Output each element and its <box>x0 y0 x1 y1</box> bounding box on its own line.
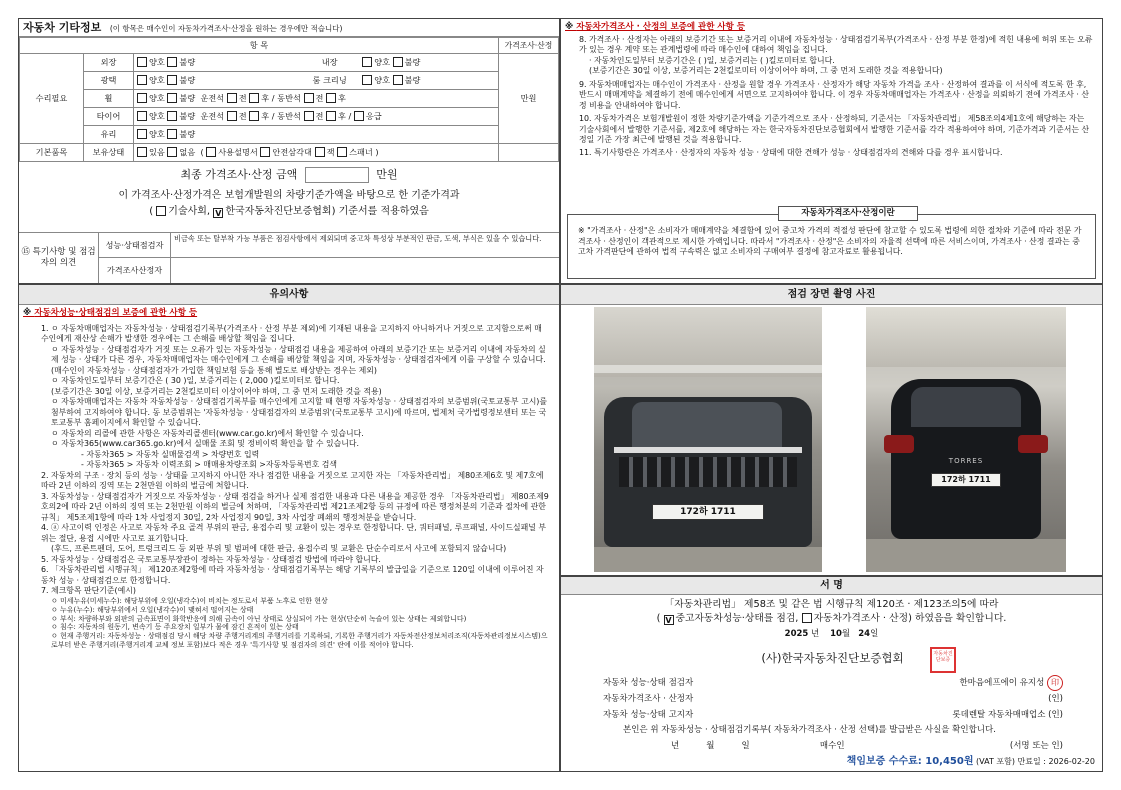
caution-para: 6. 「자동차관리법 시행규칙」 제120조제2항에 따라 자동차성능 · 상태점검기록부는 해당 기록부의 발급일을 기준으로 120일 이내에 이루어진 자동차 성능 · 상태점검으로 한정합니다. <box>41 565 544 585</box>
price-unit: 만원 <box>499 54 559 144</box>
checkbox[interactable] <box>362 57 372 67</box>
checkbox[interactable] <box>393 75 403 85</box>
row-label: 내장 <box>321 57 338 68</box>
fee-row <box>561 756 1101 769</box>
signature-panel <box>560 576 1103 772</box>
checkbox[interactable] <box>326 93 336 103</box>
checkbox[interactable] <box>137 129 147 139</box>
caution-body <box>19 322 559 651</box>
caution-sub: ㅇ 미세누유(미세누수): 해당부위에 오일(냉각수)이 비치는 정도로서 부품 노후로 인한 현상 <box>51 596 328 605</box>
checkbox[interactable] <box>227 111 237 121</box>
checkbox[interactable]: V <box>215 208 222 218</box>
caution-sub: ㅇ 침수: 자동차의 원동기, 변속기 등 주요장치 일부가 물에 잠긴 흔적이 있는 상태 <box>51 623 299 632</box>
caution-para: - 자동차365 > 자동차 이력조회 > 매매용차량조회 >자동차등록번호 검색 <box>81 460 337 470</box>
buyer-row: 년 월 일 매수인 (서명 또는 인) <box>671 741 1063 751</box>
final-price-line1: 이 가격조사·산정가격은 보험개발원의 차량기준가액을 바탕으로 한 기준가격과 <box>118 190 460 201</box>
warranty-title: ※ 자동차가격조사 · 산정의 보증에 관한 사항 등 <box>565 22 746 32</box>
row-label: 광택 <box>84 72 134 90</box>
col-price: 가격조사·산정 <box>499 38 559 54</box>
caution-para: - 자동차365 > 자동차 실매물검색 > 차량번호 입력 <box>81 449 260 459</box>
checkbox[interactable] <box>137 147 147 157</box>
signature-org: (사)한국자동차진단보증협회 <box>761 651 904 665</box>
caution-sub: ㅇ 부식: 차량하부와 외판의 금속표면이 화학반응에 의해 금속이 아닌 상태로 상실되어 가는 현상(단순히 녹슬어 있는 상태는 제외합니다) <box>51 614 467 623</box>
checkbox[interactable] <box>167 147 177 157</box>
caution-para: (보증기간은 30일 이상, 보증거리는 2천킬로미터 이상이어야 하며, 그 중 먼저 도래한 것을 적용) <box>51 386 382 396</box>
etc-info-panel <box>18 18 560 284</box>
row-options: 양호 불량 운전석 전 후 / 동반석 전 후 <box>134 90 499 108</box>
basic-label: 기본품목 <box>20 144 84 162</box>
front-plate: 172하 1711 <box>652 504 764 520</box>
caution-para: ㅇ 자동차의 리콜에 관한 사항은 자동차리콜센터(www.car.go.kr)에서 확인할 수 있습니다. <box>51 428 364 438</box>
warranty-item: (보증기간은 30일 이상, 보증거리는 2천킬로미터 이상이어야 하며, 그 중 먼저 도래한 것을 적용합니다) <box>589 66 943 76</box>
checkbox[interactable] <box>260 147 270 157</box>
buyer-mark: (서명 또는 인) <box>1009 741 1063 751</box>
caution-panel <box>18 284 560 772</box>
caution-para: 1. ㅇ 자동차매매업자는 자동차성능 · 상태점검기록부(가격조사 · 산정 부분 제외)에 기재된 내용을 고지하지 아니하거나 거짓으로 고지함으로써 매수인에게 재산상 손해가 발생한 경우에는 그 손해를 배상할 책임을 집니다. <box>41 323 542 344</box>
signature-date: 2025 년 10월 24일 <box>784 629 879 640</box>
col-item: 항 목 <box>20 38 499 54</box>
row-label: 보유상태 <box>84 144 134 162</box>
signer-row: 자동차 성능·상태 점검자 한마음에프에이 유지성 印 <box>603 675 1063 691</box>
checkbox[interactable] <box>156 206 166 216</box>
row-options: 있음 없음 ( 사용설명서 안전삼각대 잭 스패너 ) <box>134 144 499 162</box>
row-label: 외장 <box>84 54 134 72</box>
special-label: ⑮ 특기사항 및 점검자의 의견 <box>19 233 99 283</box>
checkbox[interactable] <box>326 111 336 121</box>
warranty-item: 9. 자동차매매업자는 매수인이 가격조사 · 산정을 원할 경우 가격조사 · 산정자가 해당 자동차 가격을 조사 · 산정하여 결과를 이 서식에 적도록 한 후, 반드시 매매계약을 체결하기 전에 매수인에게 서면으로 고지하여야 합니다. 이 경우 자동차매매업자는 가격조사 · 산정을 의뢰하기 전에 가격조사 · 산정 비용을 안내하여야 합니다. <box>579 79 1090 110</box>
perf-text: 비금속 또는 탈부착 가능 부품은 점검사항에서 제외되며 중고차 특성상 부분적인 판금, 도색, 부식은 있을 수 있습니다. <box>171 233 559 258</box>
receive-confirm: 본인은 위 자동차성능 · 상태점검기록부( 자동차가격조사 · 산정 선택)를 발급받은 사실을 확인합니다. <box>623 725 996 735</box>
definition-text: ※ "가격조사 · 산정"은 소비자가 매매계약을 체결함에 있어 중고차 가격의 적절성 판단에 참고할 수 있도록 법령에 의한 절차와 기준에 따라 전문 가격조사 · 산정인이 객관적으로 제시한 가액입니다. 따라서 "가격조사 · 산정"은 소비자의 자율적 선택에 따른 서비스이며, 가격조사 · 산정 결과는 중고차 가격판단에 관하여 법적 구속력은 없고 소비자의 구매여부 결정에 참고자료로 활용됩니다. <box>578 226 1082 256</box>
signer-rows <box>603 675 1063 723</box>
final-price-label: 최종 가격조사·산정 금액 <box>180 168 298 181</box>
caution-para: 4. ⓐ 사고이력 인정은 사고로 자동차 주요 골격 부위의 판금, 용접수리 및 교환이 있는 경우로 한정합니다. 단, 쿼터패널, 루프패널, 사이드실패널 부위는 절단, 용접 시에만 사고로 표기합니다. <box>41 523 546 543</box>
etc-info-table <box>19 37 559 162</box>
row-options: 양호 불량 내장 양호 불량 <box>134 54 499 72</box>
checkbox[interactable]: V <box>665 616 672 626</box>
etc-info-titlebar <box>19 19 559 37</box>
fee-label: 책임보증 수수료: 10,450원 <box>846 756 974 767</box>
etc-info-title: 자동차 기타정보 <box>23 21 102 34</box>
org-seal: 자동차진단보증 <box>930 647 956 673</box>
checkbox[interactable] <box>167 75 177 85</box>
checkbox[interactable] <box>137 111 147 121</box>
front-car-photo <box>594 307 822 572</box>
warranty-panel <box>560 18 1103 284</box>
checkbox[interactable] <box>206 147 216 157</box>
warranty-item: 11. 특기사항란은 가격조사 · 산정자의 자동차 성능 · 상태에 대한 견해가 성능 · 상태점검자의 견해와 다를 경우 표시합니다. <box>579 147 1003 157</box>
checkbox[interactable] <box>249 111 259 121</box>
rear-plate: 172하 1711 <box>931 473 1001 487</box>
checkbox[interactable] <box>137 93 147 103</box>
photo-header: 점검 장면 촬영 사진 <box>561 285 1102 305</box>
caution-sub: ㅇ 누유(누수): 해당부위에서 오일(냉각수)이 맺혀서 떨어지는 상태 <box>51 605 254 614</box>
row-label: 타이어 <box>84 108 134 126</box>
signer-row: 자동차가격조사 · 산정자 (인) <box>603 694 1063 704</box>
signature-header: 서 명 <box>561 577 1102 595</box>
rear-badge: TORRES <box>948 457 984 465</box>
checkbox[interactable] <box>167 111 177 121</box>
warranty-item: · 자동차인도일부터 보증기간은 ( )일, 보증거리는 ( )킬로미터로 합니다. <box>589 55 835 65</box>
caution-para: ㅇ 자동차365(www.car365.go.kr)에서 실매물 조회 및 정비이력 확인을 할 수 있습니다. <box>51 439 360 449</box>
checkbox[interactable] <box>227 93 237 103</box>
checkbox[interactable] <box>304 93 314 103</box>
caution-para: 3. 자동차성능 · 상태점검자가 거짓으로 자동차성능 · 상태 점검을 하거나 실제 점검한 내용과 다른 내용을 제공한 경우 「자동차관리법」 제80조제9호의2에 따라 2년 이하의 징역 또는 2천만원 이하의 벌금에 처하며, 「자동차관리법 제21조제2항 등의 규정에 따른 행정처분의 기준과 절차에 관한 규칙」 제5조제1항에 따라 1차 사업정지 30일, 2차 사업정지 90일, 3차 사업장 폐쇄의 행정처분을 받습니다. <box>41 491 549 522</box>
caution-header: 유의사항 <box>19 285 559 305</box>
row-label: 유리 <box>84 126 134 144</box>
caution-para: 7. 체크항목 판단기준(예시) <box>41 586 136 596</box>
checkbox[interactable] <box>304 111 314 121</box>
warranty-items <box>561 35 1102 159</box>
price-label: 가격조사산정자 <box>99 258 171 283</box>
checkbox[interactable] <box>802 613 812 623</box>
caution-para: ㅇ 자동차매매업자는 자동차 자동차성능 · 상태점검기록부를 매수인에게 고지할 때 현행 자동차성능 · 상태점검자의 보증범위(국토교통부 고시)를 첨부하여 고지하여야 합니다. 동 보증범위는 '자동차성능 · 상태점검자의 보증범위'(국토교통부 고시)에 따르며, 법제처 국가법령정보센터 또는 국토교통부 홈페이지에서 확인할 수 있습니다. <box>51 397 548 428</box>
caution-para: 5. 자동차성능 · 상태점검은 국토교통부장관이 정하는 자동차성능 · 상태점검 방법에 따라야 합니다. <box>41 554 381 564</box>
repair-label: 수리필요 <box>20 54 84 144</box>
row-options: 양호 불량 운전석 전 후 / 동반석 전 후 / 응급 <box>134 108 499 126</box>
final-price-block <box>19 163 559 233</box>
photo-panel <box>560 284 1103 576</box>
checkbox[interactable] <box>393 57 403 67</box>
signature-line1: 「자동차관리법」 제58조 및 같은 법 시행규칙 제120조 · 제123조의5에 따라 <box>664 599 999 610</box>
etc-info-subtitle: (이 항목은 매수인이 자동차가격조사·산정을 원하는 경우에만 적습니다) <box>109 24 343 33</box>
warranty-item: 10. 자동차가격은 보험개발원이 정한 차량기준가액을 기준가격으로 조사 · 산정하되, 기준서는 「자동차관리법」 제58조의4제1호에 해당하는 자는 기술사회에서 발행한 기준서를, 제2호에 해당하는 자는 한국자동차진단보증협회에서 발행한 기준서를 각각 적용하여야 하며, 기준가격과 기준서는 산정일 기준 가장 최근에 발행된 것을 적용합니다. <box>579 114 1090 145</box>
caution-sub-list <box>41 597 549 651</box>
checkbox[interactable] <box>354 111 364 121</box>
definition-title: 자동차가격조사·산정이란 <box>778 206 918 221</box>
checkbox[interactable] <box>249 93 259 103</box>
row-options: 양호 불량 룸 크리닝 양호 불량 <box>134 72 499 90</box>
final-price-line2: ( 기술사회, V 한국자동차진단보증협회) 기준서를 적용하였음 <box>149 205 429 218</box>
checkbox[interactable] <box>137 57 147 67</box>
definition-box <box>567 208 1096 279</box>
signer-row: 자동차 성능·상태 고지자 롯데렌탈 자동차매매업소 (인) <box>603 710 1063 720</box>
warranty-item: 8. 가격조사 · 산정자는 아래의 보증기간 또는 보증거리 이내에 자동차성능 · 상태점검기록부(가격조사 · 산정 부분 한정)에 적힌 내용에 허위 또는 오류가 있는 경우 계약 또는 관계법령에 따라 매수인에 대하여 책임을 집니다. <box>579 34 1093 55</box>
final-price-input[interactable] <box>305 167 369 183</box>
checkbox[interactable] <box>167 93 177 103</box>
rear-car-photo <box>866 307 1066 572</box>
final-price-unit: 만원 <box>376 168 398 181</box>
perf-label: 성능·상태점검자 <box>99 233 171 258</box>
fee-suffix: (VAT 포함) 만료일 : 2026-02-20 <box>976 757 1095 766</box>
caution-para: 2. 자동차의 구조 · 장치 등의 성능 · 상태를 고지하지 아니한 자나 점검한 내용을 거짓으로 고지한 자는 「자동차관리법」 제80조제6호 및 제7호에 따라 2년 이하의 징역 또는 2천만원 이하의 벌금에 처합니다. <box>41 470 544 491</box>
checkbox[interactable] <box>315 147 325 157</box>
checkbox[interactable] <box>337 147 347 157</box>
checkbox[interactable] <box>167 129 177 139</box>
caution-para: (후드, 프론트펜더, 도어, 트렁크리드 등 외판 부위 및 범퍼에 대한 판금, 용접수리 및 교환은 단순수리로서 사고에 포함되지 않습니다) <box>51 544 507 554</box>
caution-para: ㅇ 자동차인도일부터 보증기간은 ( 30 )일, 보증거리는 ( 2,000 )킬로미터로 합니다. <box>51 376 340 386</box>
checkbox[interactable] <box>137 75 147 85</box>
caution-para: ㅇ 자동차성능 · 상태점검자가 거짓 또는 오류가 있는 자동차성능 · 상태점검 내용을 제공하여 아래의 보증기간 또는 보증거리 이내에 자동차의 실제 성능 · 상태가 다른 경우, 자동차매매업자는 매수인에게 그 손해를 배상할 책임을 지며, 자동차성능 · 상태점검자에게 이를 구상할 수 있습니다.(매수인이 자동차성능 · 상태점검자가 가입한 책임보험 등을 통해 별도로 배상받는 경우는 제외) <box>51 344 546 375</box>
row-label: 휠 <box>84 90 134 108</box>
inspector-seal: 印 <box>1047 675 1063 691</box>
special-notes <box>19 233 559 283</box>
row-options: 양호 불량 <box>134 126 499 144</box>
row-label: 룸 크리닝 <box>312 75 347 86</box>
caution-title: ※ 자동차성능·상태점검의 보증에 관한 사항 등 <box>23 308 198 318</box>
checkbox[interactable] <box>362 75 372 85</box>
signature-line2: ( V 중고자동차성능·상태를 점검, 자동차가격조사 · 산정) 하였음을 확인합니다. <box>656 613 1007 626</box>
caution-sub: ㅇ 현재 주행거리: 자동차성능 · 상태점검 당시 해당 차량 주행거리계의 주행거리를 기록하되, 기록한 주행거리가 자동차전산정보처리조직(자동차관리정보시스템)으로부터 받은 주행거리(주행거리계 교체 정보 포함)보다 적은 경우 '특기사항 및 점검자의 의견' 란에 이를 적어야 합니다. <box>51 632 548 650</box>
checkbox[interactable] <box>167 57 177 67</box>
